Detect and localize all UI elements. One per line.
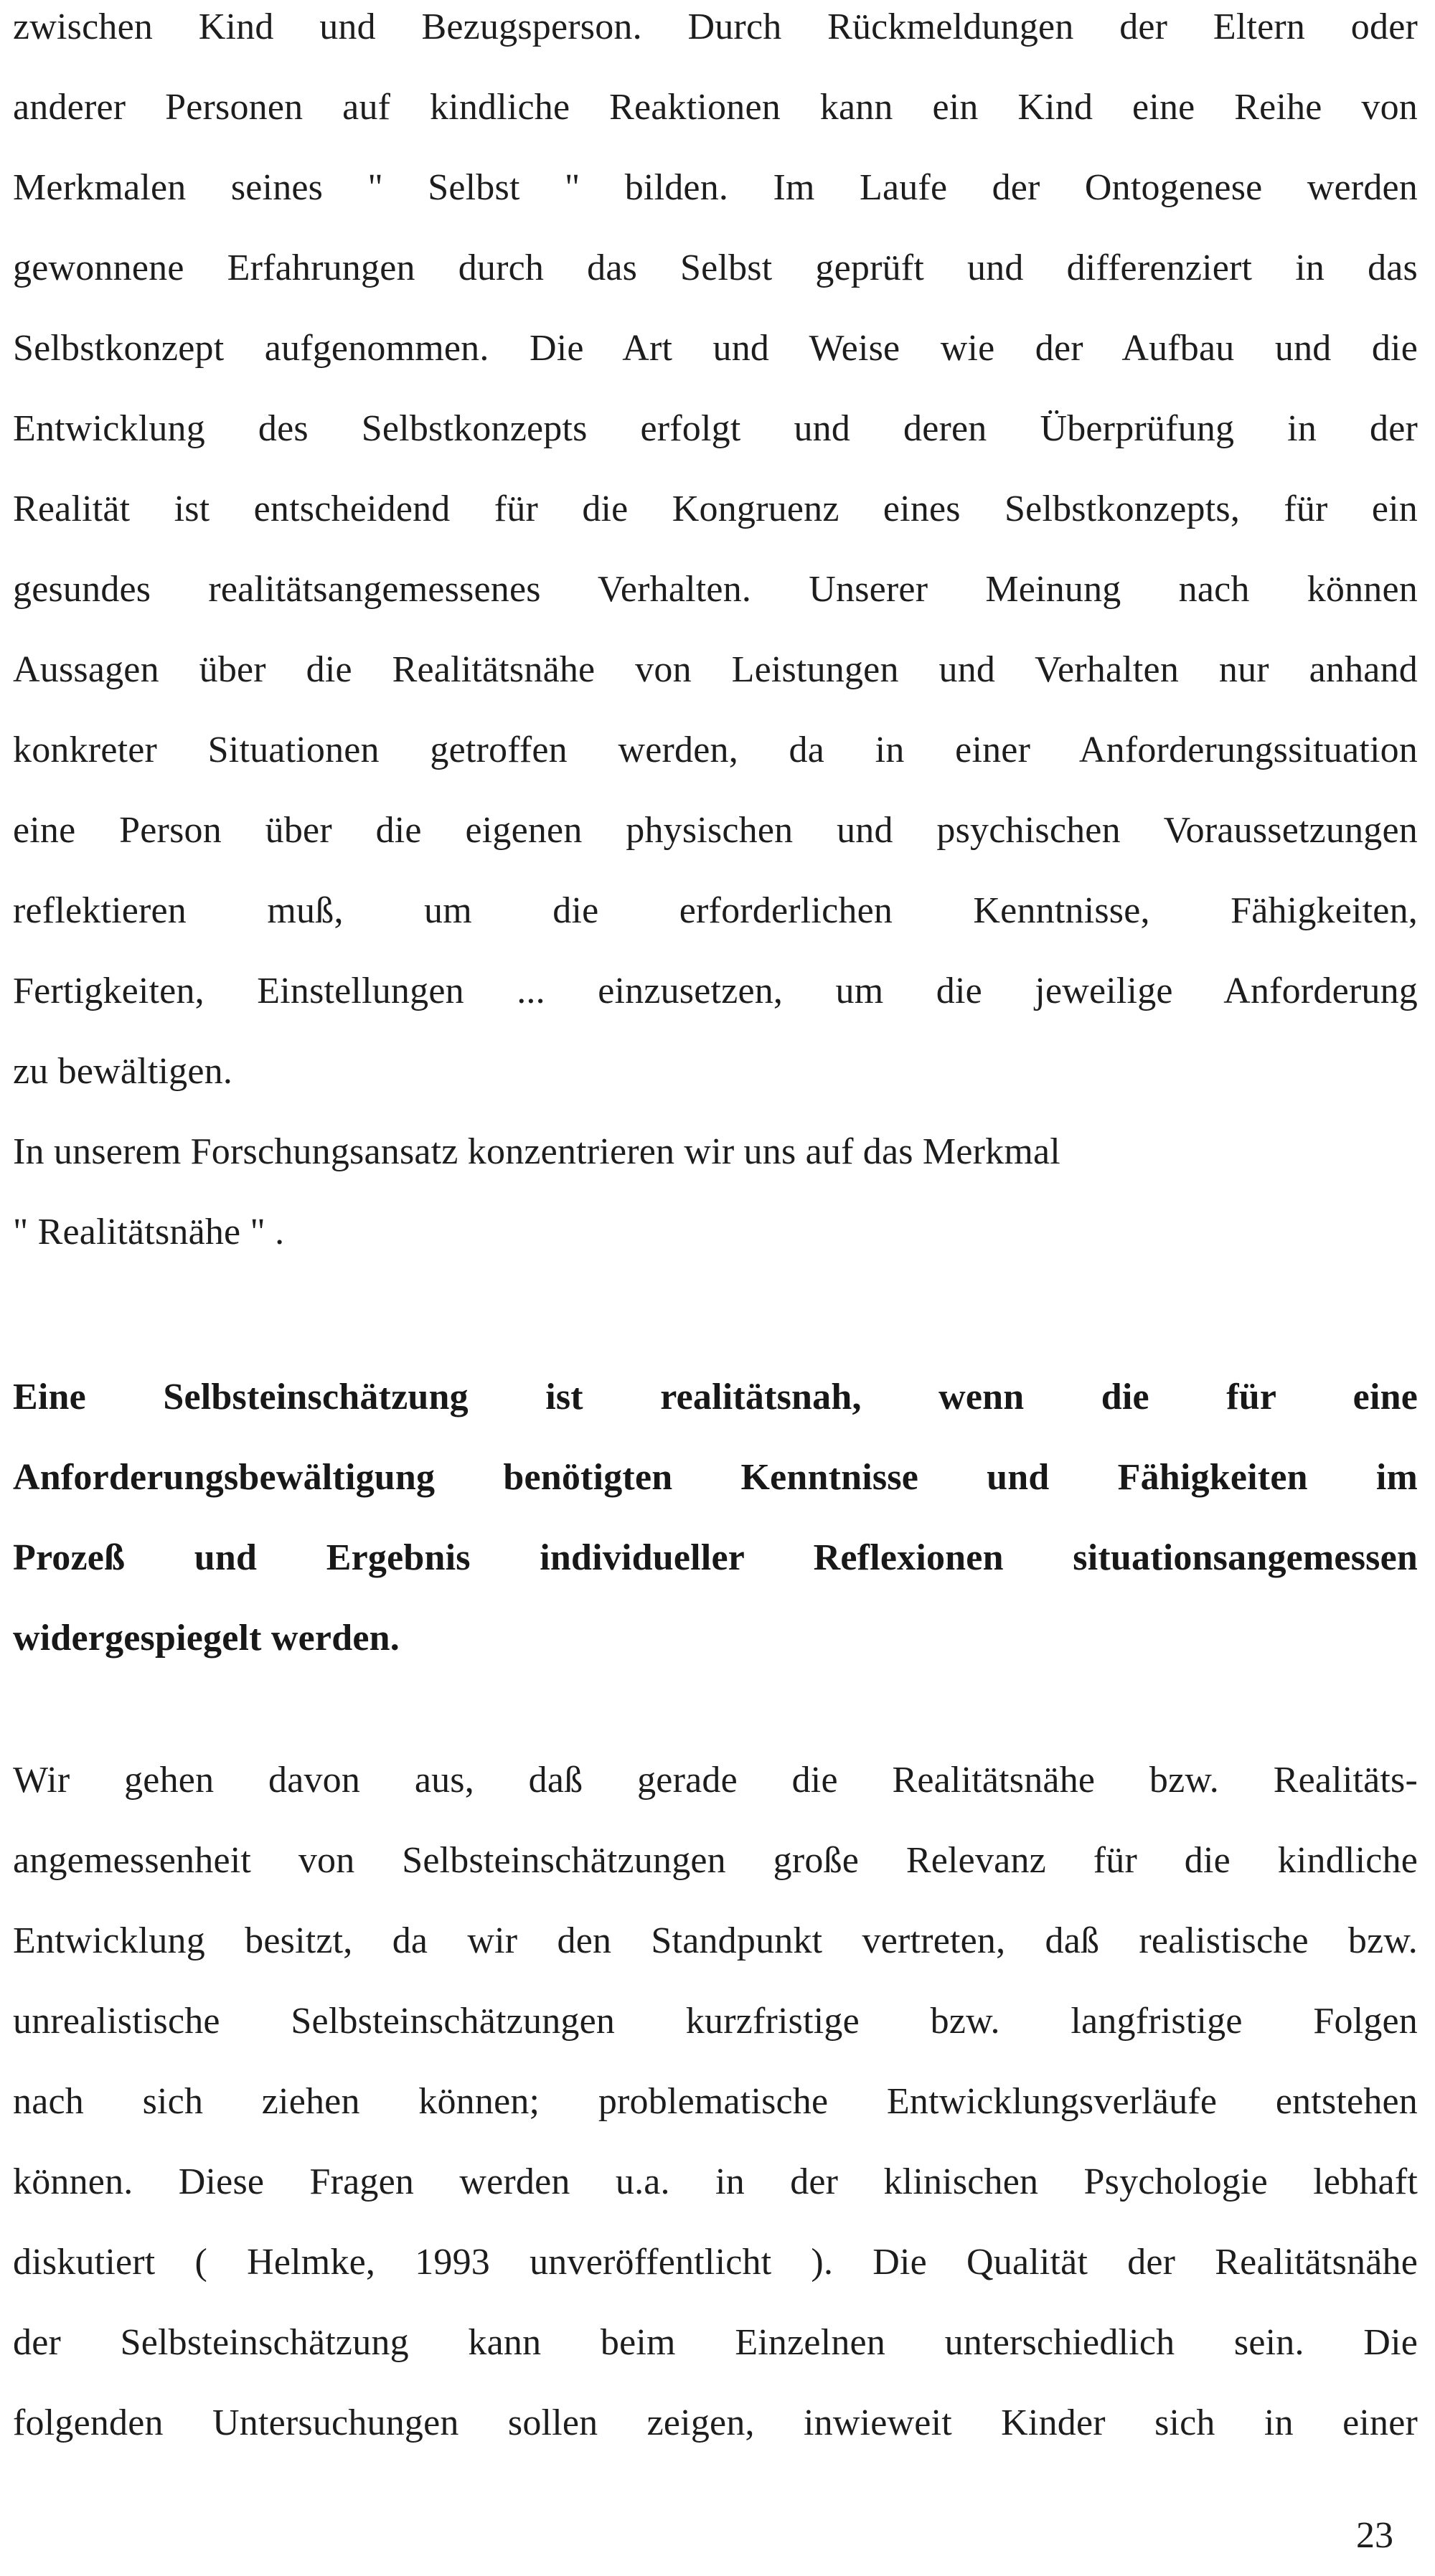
- text-line: gewonnene Erfahrungen durch das Selbst geprüft und differenziert in das: [13, 247, 1418, 288]
- text-line: anderer Personen auf kindliche Reaktionen kann ein Kind eine Reihe von: [13, 87, 1418, 128]
- page-number: 23: [1356, 2515, 1393, 2556]
- text-line: können. Diese Fragen werden u.a. in der klinischen Psychologie lebhaft: [13, 2161, 1418, 2202]
- text-line: " Realitätsnähe " .: [13, 1212, 285, 1252]
- definition-line: Prozeß und Ergebnis individueller Reflexionen situationsangemessen: [13, 1537, 1418, 1578]
- text-line: Selbstkonzept aufgenommen. Die Art und Weise wie der Aufbau und die: [13, 328, 1418, 369]
- text-line: der Selbsteinschätzung kann beim Einzelnen unterschiedlich sein. Die: [13, 2322, 1418, 2363]
- text-line: Aussagen über die Realitätsnähe von Leistungen und Verhalten nur anhand: [13, 649, 1418, 690]
- definition-line: widergespiegelt werden.: [13, 1618, 400, 1659]
- text-line: reflektieren muß, um die erforderlichen Kenntnisse, Fähigkeiten,: [13, 890, 1418, 931]
- text-line: Entwicklung des Selbstkonzepts erfolgt und deren Überprüfung in der: [13, 408, 1418, 449]
- text-line: folgenden Untersuchungen sollen zeigen, inwieweit Kinder sich in einer: [13, 2402, 1418, 2443]
- text-line: eine Person über die eigenen physischen und psychischen Voraussetzungen: [13, 810, 1418, 851]
- text-line: In unserem Forschungsansatz konzentrieren wir uns auf das Merkmal: [13, 1131, 1060, 1172]
- text-line: zu bewältigen.: [13, 1051, 233, 1092]
- text-line: unrealistische Selbsteinschätzungen kurzfristige bzw. langfristige Folgen: [13, 2001, 1418, 2042]
- text-line: gesundes realitätsangemessenes Verhalten. Unserer Meinung nach können: [13, 569, 1418, 610]
- text-line: Entwicklung besitzt, da wir den Standpunkt vertreten, daß realistische bzw.: [13, 1920, 1418, 1961]
- text-line: diskutiert ( Helmke, 1993 unveröffentlicht ). Die Qualität der Realitätsnähe: [13, 2242, 1418, 2283]
- text-line: Fertigkeiten, Einstellungen ... einzusetzen, um die jeweilige Anforderung: [13, 971, 1418, 1011]
- text-line: angemessenheit von Selbsteinschätzungen große Relevanz für die kindliche: [13, 1840, 1418, 1881]
- text-line: Wir gehen davon aus, daß gerade die Realitätsnähe bzw. Realitäts-: [13, 1760, 1418, 1801]
- definition-line: Anforderungsbewältigung benötigten Kenntnisse und Fähigkeiten im: [13, 1457, 1418, 1498]
- text-line: nach sich ziehen können; problematische Entwicklungsverläufe entstehen: [13, 2081, 1418, 2122]
- text-line: Realität ist entscheidend für die Kongruenz eines Selbstkonzepts, für ein: [13, 489, 1418, 529]
- text-line: zwischen Kind und Bezugsperson. Durch Rückmeldungen der Eltern oder: [13, 6, 1418, 47]
- text-line: konkreter Situationen getroffen werden, da in einer Anforderungssituation: [13, 730, 1418, 770]
- definition-line: Eine Selbsteinschätzung ist realitätsnah, wenn die für eine: [13, 1377, 1418, 1417]
- text-line: Merkmalen seines " Selbst " bilden. Im Laufe der Ontogenese werden: [13, 167, 1418, 208]
